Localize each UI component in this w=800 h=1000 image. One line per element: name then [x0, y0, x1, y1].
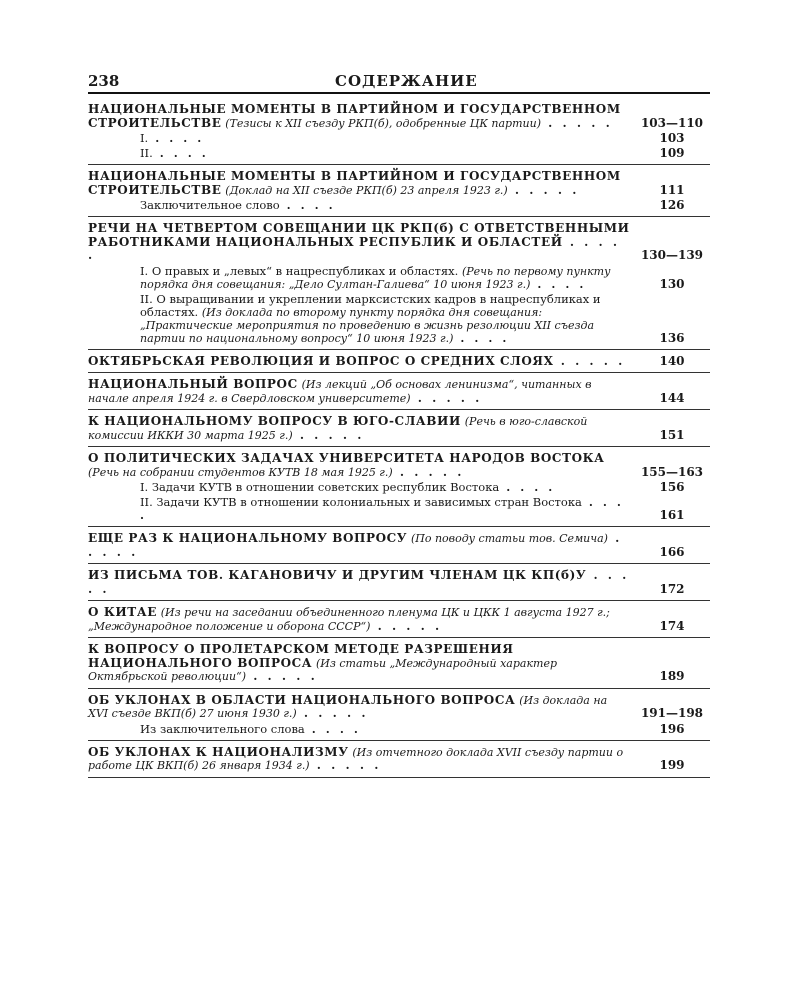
toc-entry-title: К НАЦИОНАЛЬНОМУ ВОПРОСУ В ЮГО-СЛАВИИ	[88, 414, 461, 428]
toc-subentry-page: 130	[659, 276, 685, 291]
toc-subentry-page: 126	[659, 198, 685, 212]
toc-subentry-note: (Из доклада по второму пункту порядка дня совещания: „Практические мероприятия по проведению в жизнь резолюции XII съезда партии по национальному вопросу“ 10 июня 1923 г.)	[140, 305, 595, 345]
toc-entry	[88, 449, 710, 527]
toc-entry	[88, 100, 710, 165]
toc-entry-title: О ПОЛИТИЧЕСКИХ ЗАДАЧАХ УНИВЕРСИТЕТА НАРОДОВ ВОСТОКА	[88, 451, 605, 465]
toc-entry-page: 174	[659, 618, 685, 633]
toc-entry-line	[88, 694, 710, 721]
toc-entry-page: 172	[659, 581, 685, 596]
dot-leader: . . . . .	[88, 531, 623, 559]
toc-entry-line	[88, 415, 710, 442]
toc-entry-title: ЕЩЕ РАЗ К НАЦИОНАЛЬНОМУ ВОПРОСУ	[88, 531, 408, 545]
toc-entry	[88, 352, 710, 374]
toc-entry-page: 130—139	[640, 248, 704, 262]
header-rule	[88, 92, 710, 94]
toc-subentry	[88, 496, 710, 522]
toc-entry-page: 151	[659, 427, 685, 442]
dot-leader: . . . . .	[370, 618, 443, 633]
toc-entry-page: 189	[659, 669, 685, 683]
toc-entry-page: 166	[659, 544, 685, 559]
toc-subentry-page: 196	[659, 721, 685, 736]
toc-entry-line	[88, 170, 710, 197]
toc-subentry-text: II. Задачи КУТВ в отношении колониальных и зависимых стран Востока	[140, 495, 582, 509]
toc-entry	[88, 167, 710, 217]
toc-subentry-text: II. О выращивании и укреплении марксистских кадров в нацреспубликах и областях.	[140, 291, 601, 319]
toc-entry-title: ОБ УКЛОНАХ К НАЦИОНАЛИЗМУ	[88, 744, 349, 759]
toc-entry	[88, 691, 710, 741]
toc-entry	[88, 219, 710, 350]
toc-subentry	[88, 293, 710, 345]
toc-subentry	[88, 199, 710, 212]
dot-leader: . . . . .	[88, 234, 621, 262]
toc-entry-page: 199	[659, 758, 685, 772]
toc-entry	[88, 743, 710, 778]
toc-subentry	[88, 481, 710, 494]
toc-entry-line	[88, 378, 710, 405]
toc-entry	[88, 640, 710, 689]
page-number: 238	[88, 72, 120, 90]
table-of-contents	[88, 100, 710, 780]
toc-subentry-text: I.	[140, 131, 149, 145]
toc-entry-page: 111	[659, 182, 685, 197]
toc-subentry	[88, 132, 710, 145]
dot-leader: . . . . .	[309, 758, 382, 772]
toc-entry-title: ОБ УКЛОНАХ В ОБЛАСТИ НАЦИОНАЛЬНОГО ВОПРОСА	[88, 692, 516, 707]
toc-subentry-text: I. О правых и „левых“ в нацреспубликах и областях.	[140, 263, 459, 278]
toc-entry-line	[88, 103, 710, 130]
toc-entry-line	[88, 355, 710, 369]
toc-entry-note: (По поводу статьи тов. Семича)	[410, 532, 608, 545]
toc-subentry-text: II.	[140, 146, 153, 160]
toc-entry-page: 191—198	[640, 706, 704, 720]
toc-entry-line	[88, 746, 710, 773]
toc-subentry-text: Заключительное слово	[140, 198, 280, 212]
dot-leader: . . . . .	[292, 427, 365, 442]
dot-leader: . . . .	[140, 495, 624, 522]
toc-entry-note: (Речь на собрании студентов КУТВ 18 мая 1925 г.)	[88, 465, 393, 479]
toc-entry-note: (Из речи на заседании объединенного пленума ЦК и ЦКК 1 августа 1927 г.; „Международное положение и оборона СССР“)	[88, 606, 610, 633]
dot-leader: . . . . .	[540, 115, 613, 130]
toc-entry-title: ОКТЯБРЬСКАЯ РЕВОЛЮЦИЯ И ВОПРОС О СРЕДНИХ СЛОЯХ	[88, 353, 554, 368]
toc-entry-title: НАЦИОНАЛЬНЫЕ МОМЕНТЫ В ПАРТИЙНОМ И ГОСУДАРСТВЕННОМ СТРОИТЕЛЬСТВЕ	[88, 102, 621, 130]
toc-subentry-page: 103	[659, 131, 685, 145]
running-title: СОДЕРЖАНИЕ	[335, 72, 478, 90]
dot-leader: . . . .	[453, 330, 510, 345]
toc-entry-line	[88, 452, 710, 479]
toc-entry-note: (Из доклада на XVI съезде ВКП(б) 27 июня 1930 г.)	[88, 693, 608, 720]
toc-subentry-page: 156	[659, 480, 685, 494]
dot-leader: . . . .	[152, 146, 209, 160]
toc-entry-note: (Тезисы к XII съезду РКП(б), одобренные ЦК партии)	[225, 116, 541, 130]
toc-entry-title: НАЦИОНАЛЬНЫЕ МОМЕНТЫ В ПАРТИЙНОМ И ГОСУДАРСТВЕННОМ СТРОИТЕЛЬСТВЕ	[88, 169, 621, 197]
toc-subentry	[88, 147, 710, 160]
toc-entry	[88, 603, 710, 638]
toc-entry	[88, 412, 710, 447]
toc-subentry	[88, 265, 710, 291]
toc-entry-page: 144	[659, 390, 685, 405]
toc-entry	[88, 566, 710, 601]
toc-entry	[88, 375, 710, 410]
toc-subentry-text: I. Задачи КУТВ в отношении советских республик Востока	[140, 480, 500, 494]
toc-entry-note: (Из лекций „Об основах ленинизма“, читанных в начале апреля 1924 г. в Свердловском университете)	[88, 378, 592, 405]
toc-entry-line	[88, 569, 710, 596]
toc-subentry-page: 109	[659, 146, 685, 160]
toc-subentry-note: (Речь по первому пункту порядка дня совещания: „Дело Султан-Галиева“ 10 июня 1923 г.)	[140, 264, 611, 291]
dot-leader: . . . . .	[553, 353, 626, 368]
toc-entry-page: 103—110	[640, 115, 704, 130]
toc-entry-note: (Из отчетного доклада XVII съезду партии о работе ЦК ВКП(б) 26 января 1934 г.)	[88, 745, 624, 772]
toc-entry-page: 155—163	[640, 464, 704, 479]
dot-leader: . . . .	[279, 198, 336, 212]
toc-entry-title: К ВОПРОСУ О ПРОЛЕТАРСКОМ МЕТОДЕ РАЗРЕШЕНИЯ НАЦИОНАЛЬНОГО ВОПРОСА	[88, 642, 514, 670]
dot-leader: . . . . .	[296, 706, 369, 720]
toc-entry	[88, 529, 710, 564]
toc-entry-page: 140	[659, 353, 685, 368]
dot-leader: . . . .	[530, 276, 587, 291]
toc-subentry-text: Из заключительного слова	[140, 721, 305, 736]
toc-entry-note: (Из статьи „Международный характер Октябрьской революции“)	[88, 656, 557, 683]
toc-entry-note: (Речь в юго-славской комиссии ИККИ 30 марта 1925 г.)	[88, 415, 588, 442]
toc-entry-note: (Доклад на XII съезде РКП(б) 23 апреля 1923 г.)	[225, 183, 508, 197]
dot-leader: . . . . .	[507, 182, 580, 197]
toc-entry-line	[88, 606, 710, 633]
dot-leader: . . . .	[148, 131, 205, 145]
dot-leader: . . . . .	[410, 390, 483, 405]
toc-entry-title: ИЗ ПИСЬМА ТОВ. КАГАНОВИЧУ И ДРУГИМ ЧЛЕНАМ ЦК КП(б)У	[88, 568, 587, 582]
dot-leader: . . . .	[499, 480, 556, 494]
toc-entry-line	[88, 532, 710, 559]
dot-leader: . . . .	[304, 721, 361, 736]
toc-entry-title: РЕЧИ НА ЧЕТВЕРТОМ СОВЕЩАНИИ ЦК РКП(б) С ОТВЕТСТВЕННЫМИ РАБОТНИКАМИ НАЦИОНАЛЬНЫХ РЕСПУБЛИК И ОБЛАСТЕЙ	[88, 221, 630, 249]
dot-leader: . . . . .	[88, 568, 630, 596]
toc-entry-title: О КИТАЕ	[88, 605, 157, 619]
dot-leader: . . . . .	[392, 464, 465, 479]
toc-entry-title: НАЦИОНАЛЬНЫЙ ВОПРОС	[88, 377, 298, 391]
toc-subentry-page: 136	[659, 330, 685, 345]
toc-entry-line	[88, 222, 710, 263]
dot-leader: . . . . .	[246, 669, 318, 683]
toc-entry-line	[88, 643, 710, 684]
toc-subentry	[88, 723, 710, 736]
toc-subentry-page: 161	[659, 508, 685, 522]
